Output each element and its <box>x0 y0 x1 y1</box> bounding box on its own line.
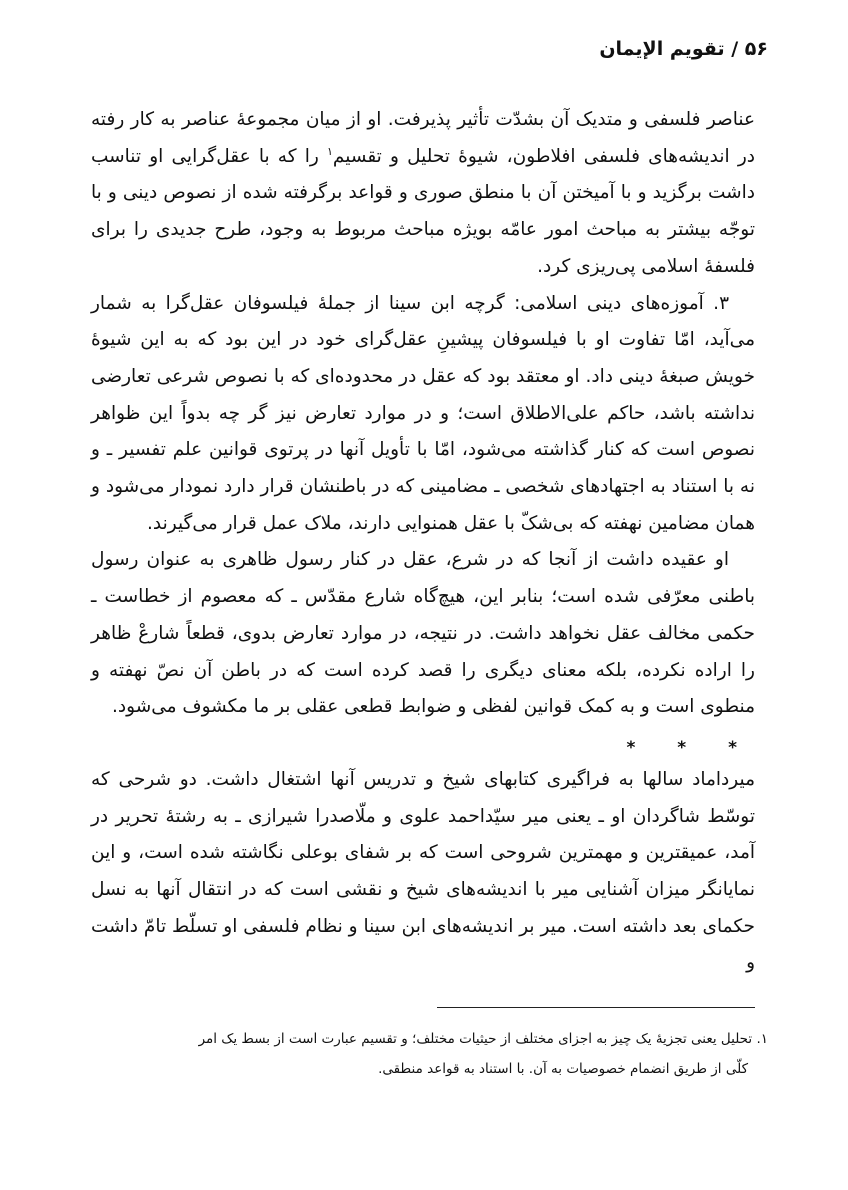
footnote-divider <box>437 1007 755 1008</box>
page-number: ۵۶ <box>744 38 768 60</box>
section-break: * * * <box>626 737 755 758</box>
paragraph-mirdamad: میرداماد سالها به فراگیری کتابهای شیخ و تدریس آنها اشتغال داشت. دو شرحی که توسّط شاگردان او ـ یعنی میر سیّداحمد علوی و ملّاصدرا شیرازی ـ به رشتهٔ تحریر در آمد، عمیقترین و مهمترین شروحی است که بر شفای بوعلی نگاشته شده است، و این نمایانگر میزان آشنایی میر با اندیشه‌های شیخ و نقشی است که در انتقال آنها به نسل حکمای بعد داشته است. میر بر اندیشه‌های ابن سینا و نظام فلسفی او تسلّط تامّ داشت و <box>91 768 755 974</box>
paragraph-text: عناصر فلسفی و متدیک آن بشدّت تأثیر پذیرفت. او از میان مجموعهٔ عناصر به کار رفته در اندیشه‌های فلسفی افلاطون، شیوهٔ تحلیل و تقسیم <box>91 109 755 167</box>
running-header <box>599 38 768 60</box>
paragraph-text: را که با عقل‌گرایی او تناسب داشت برگزید و با آمیختن آن با منطق صوری و قواعد برگرفته شده از نصوص دینی و با توجّه بیشتر به مباحث امور عامّه بویژه مباحث مربوط به وجود، طرح جدیدی را برای فلسفهٔ اسلامی پی‌ریزی کرد. <box>91 145 755 277</box>
footnote-reference[interactable]: ۱ <box>327 144 333 158</box>
paragraph-reason-and-sharia: او عقیده داشت از آنجا که در شرع، عقل در کنار رسول ظاهری به عنوان رسول باطنی معرّفی شده است؛ بنابر این، هیچ‌گاه شارع مقدّس ـ که معصوم از خطاست ـ حکمی مخالف عقل نخواهد داشت. در نتیجه، در موارد تعارض بدوی، قطعاً شارعْ ظاهر را اراده نکرده، بلکه معنای دیگری را قصد کرده است که در باطن آن نصّ نهفته و منطوی است و به کمک قوانین لفظی و ضوابط قطعی عقلی بر ما مکشوف می‌شود. <box>91 549 755 718</box>
header-separator: / <box>731 38 739 60</box>
footnotes <box>88 1024 768 1084</box>
footnote-line: کلّی از طریق انضمام خصوصیات به آن. با استناد به قواعد منطقی. <box>378 1061 748 1077</box>
footnote-1 <box>88 1024 768 1084</box>
body-text <box>91 102 755 982</box>
book-title: تقویم الإیمان <box>599 38 725 60</box>
footnote-line: ۱. تحلیل یعنی تجزیهٔ یک چیز به اجزای مختلف از حیثیات مختلف؛ و تقسیم عبارت است از بسط یک امر <box>198 1031 768 1047</box>
paragraph-continued <box>91 102 755 286</box>
paragraph-religious-teachings: ۳. آموزه‌های دینی اسلامی: گرچه ابن سینا از جملهٔ فیلسوفان عقل‌گرا به شمار می‌آید، امّا تفاوت او با فیلسوفان پیشینِ عقل‌گرای خود در این بود که به این شیوهٔ خویش صبغهٔ دینی داد. او معتقد بود که عقل در محدوده‌ای که با نصوص شرعی تعارضی نداشته باشد، حاکم علی‌الاطلاق است؛ و در موارد تعارض نیز گر چه بدواً این ظواهر نصوص است که کنار گذاشته می‌شود، امّا با تأویل آنها در پرتوی قوانین علم تفسیر ـ و نه با استناد به اجتهادهای شخصی ـ مضامینی که در باطنشان قرار دارد نمودار می‌شود و همان مضامین نهفته که بی‌شکّ با عقل همنوایی دارند، ملاک عمل قرار می‌گیرند. <box>91 292 755 534</box>
